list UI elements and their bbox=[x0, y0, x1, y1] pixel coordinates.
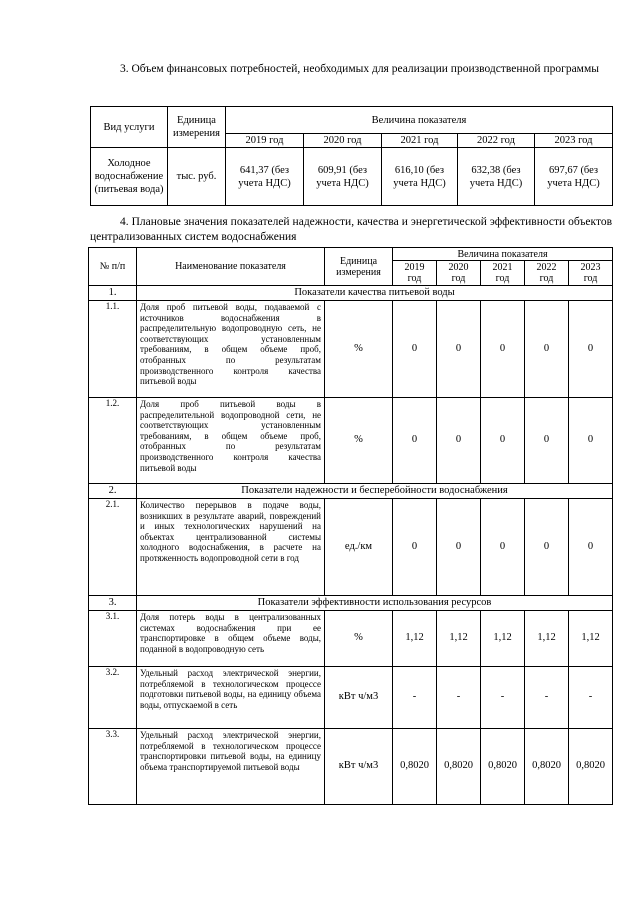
section-num: 2. bbox=[89, 484, 137, 499]
section-row bbox=[89, 286, 613, 301]
section-4-heading bbox=[90, 215, 612, 245]
value-cell: 0,8020 bbox=[481, 729, 525, 805]
year-header: 2020 год bbox=[437, 261, 481, 286]
table-row bbox=[89, 667, 613, 729]
value-cell: 0 bbox=[437, 301, 481, 398]
row-num: 3.1. bbox=[89, 611, 137, 667]
indicator-name: Доля проб питьевой воды, подаваемой с источников водоснабжения в распределительную водопроводную сеть, не соответствующих установленным требованиям, в общем объеме проб, отобранных по результатам производственного контроля качества питьевой воды bbox=[137, 301, 325, 398]
section-row bbox=[89, 484, 613, 499]
row-num: 3.2. bbox=[89, 667, 137, 729]
value-cell: 1,12 bbox=[481, 611, 525, 667]
section-title: Показатели эффективности использования ресурсов bbox=[137, 596, 613, 611]
table-row bbox=[91, 148, 613, 206]
value-cell: 1,12 bbox=[393, 611, 437, 667]
year-header: 2019 год bbox=[226, 134, 304, 148]
indicators-table bbox=[88, 247, 613, 805]
row-num: 1.2. bbox=[89, 398, 137, 484]
value-cell: 0 bbox=[569, 398, 613, 484]
value-cell: 0,8020 bbox=[525, 729, 569, 805]
section-row bbox=[89, 596, 613, 611]
value-cell: 0 bbox=[481, 301, 525, 398]
indicator-name: Количество перерывов в подаче воды, возникших в результате аварий, повреждений и иных технологических нарушений на объектах централизованной системы холодного водоснабжения, в расчете на протяженность водопроводной сети в год bbox=[137, 499, 325, 596]
section-4-title: 4. Плановые значения показателей надежности, качества и энергетической эффективности объектов централизованных систем водоснабжения bbox=[90, 216, 612, 243]
header-unit: Единица измерения bbox=[325, 248, 393, 286]
indicator-name: Удельный расход электрической энергии, потребляемой в технологическом процессе транспортировки питьевой воды, на единицу объема транспортируемой питьевой воды bbox=[137, 729, 325, 805]
year-header: 2023 год bbox=[569, 261, 613, 286]
year-header: 2023 год bbox=[535, 134, 613, 148]
value-cell: 632,38 (без учета НДС) bbox=[458, 148, 535, 206]
header-unit: Единица измерения bbox=[168, 107, 226, 148]
row-num: 3.3. bbox=[89, 729, 137, 805]
unit: кВт ч/м3 bbox=[325, 729, 393, 805]
value-cell: 0 bbox=[525, 499, 569, 596]
value-cell: 0 bbox=[393, 499, 437, 596]
unit: % bbox=[325, 301, 393, 398]
value-cell: - bbox=[569, 667, 613, 729]
value-cell: - bbox=[481, 667, 525, 729]
section-title: Показатели качества питьевой воды bbox=[137, 286, 613, 301]
year-header: 2020 год bbox=[304, 134, 382, 148]
unit: % bbox=[325, 611, 393, 667]
year-header: 2019 год bbox=[393, 261, 437, 286]
unit: тыс. руб. bbox=[168, 148, 226, 206]
value-cell: 1,12 bbox=[569, 611, 613, 667]
unit: ед./км bbox=[325, 499, 393, 596]
indicator-name: Удельный расход электрической энергии, потребляемой в технологическом процессе подготовки питьевой воды, на единицу объема воды, отпускаемой в сеть bbox=[137, 667, 325, 729]
table-row bbox=[89, 301, 613, 398]
value-cell: 0 bbox=[481, 398, 525, 484]
value-cell: 0 bbox=[525, 398, 569, 484]
year-header: 2021 год bbox=[382, 134, 458, 148]
value-cell: 609,91 (без учета НДС) bbox=[304, 148, 382, 206]
value-cell: 0 bbox=[437, 499, 481, 596]
value-cell: 0 bbox=[437, 398, 481, 484]
value-cell: - bbox=[525, 667, 569, 729]
row-num: 1.1. bbox=[89, 301, 137, 398]
unit: % bbox=[325, 398, 393, 484]
value-cell: 0,8020 bbox=[569, 729, 613, 805]
value-cell: 0 bbox=[525, 301, 569, 398]
header-value: Величина показателя bbox=[226, 107, 613, 134]
section-3-heading bbox=[90, 62, 612, 77]
table-row bbox=[89, 398, 613, 484]
value-cell: 0,8020 bbox=[393, 729, 437, 805]
table-row bbox=[89, 499, 613, 596]
value-cell: 0 bbox=[393, 301, 437, 398]
value-cell: 1,12 bbox=[525, 611, 569, 667]
section-num: 3. bbox=[89, 596, 137, 611]
value-cell: 1,12 bbox=[437, 611, 481, 667]
header-value: Величина показателя bbox=[393, 248, 613, 261]
value-cell: 0 bbox=[569, 301, 613, 398]
year-header: 2021 год bbox=[481, 261, 525, 286]
header-name: Наименование показателя bbox=[137, 248, 325, 286]
section-num: 1. bbox=[89, 286, 137, 301]
service-name: Холодное водоснабжение (питьевая вода) bbox=[91, 148, 168, 206]
value-cell: - bbox=[437, 667, 481, 729]
section-3-title: 3. Объем финансовых потребностей, необходимых для реализации производственной программы bbox=[120, 63, 599, 75]
unit: кВт ч/м3 bbox=[325, 667, 393, 729]
table-row bbox=[89, 611, 613, 667]
section-title: Показатели надежности и бесперебойности водоснабжения bbox=[137, 484, 613, 499]
financial-needs-table bbox=[90, 106, 613, 206]
header-num: № п/п bbox=[89, 248, 137, 286]
value-cell: 697,67 (без учета НДС) bbox=[535, 148, 613, 206]
value-cell: - bbox=[393, 667, 437, 729]
value-cell: 0 bbox=[481, 499, 525, 596]
value-cell: 0 bbox=[569, 499, 613, 596]
row-num: 2.1. bbox=[89, 499, 137, 596]
value-cell: 616,10 (без учета НДС) bbox=[382, 148, 458, 206]
table-row bbox=[89, 729, 613, 805]
value-cell: 0,8020 bbox=[437, 729, 481, 805]
header-service: Вид услуги bbox=[91, 107, 168, 148]
year-header: 2022 год bbox=[525, 261, 569, 286]
indicator-name: Доля потерь воды в централизованных системах водоснабжения при ее транспортировке в общем объеме воды, поданной в водопроводную сеть bbox=[137, 611, 325, 667]
indicator-name: Доля проб питьевой воды в распределительной водопроводной сети, не соответствующих установленным требованиям, в общем объеме проб, отобранных по результатам производственного контроля качества питьевой воды bbox=[137, 398, 325, 484]
year-header: 2022 год bbox=[458, 134, 535, 148]
value-cell: 641,37 (без учета НДС) bbox=[226, 148, 304, 206]
value-cell: 0 bbox=[393, 398, 437, 484]
